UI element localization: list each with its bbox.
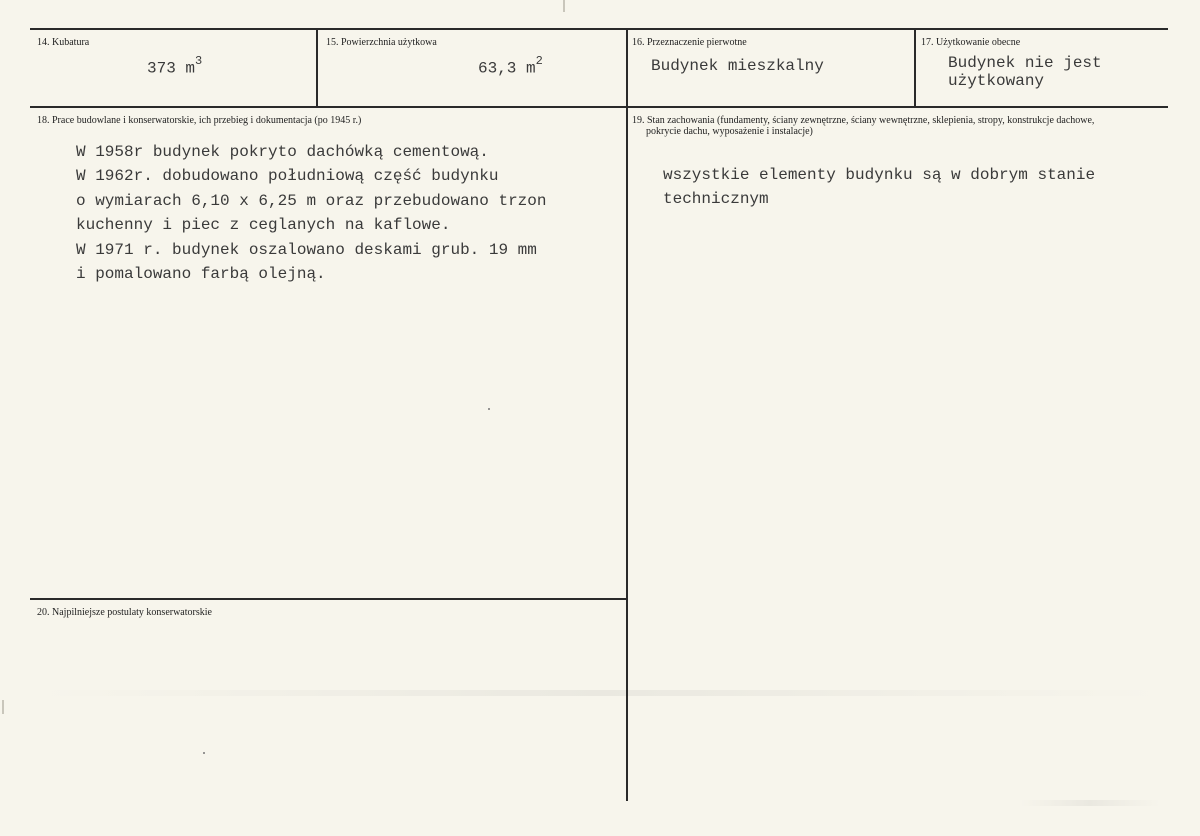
field-17-label: 17. Użytkowanie obecne <box>921 37 1021 48</box>
field-18-label: 18. Prace budowlane i konserwatorskie, ich przebieg i dokumentacja (po 1945 r.) <box>37 115 362 126</box>
field-18-text <box>76 140 546 286</box>
field-14-unit-exponent: 3 <box>195 54 203 68</box>
field-16-value: Budynek mieszkalny <box>651 57 824 75</box>
grid-row1-bottom-line <box>30 106 1168 108</box>
field-18-line: i pomalowano farbą olejną. <box>76 265 326 284</box>
field-19-label-line: pokrycie dachu, wyposażenie i instalacje) <box>646 126 813 137</box>
field-14-value-text: 373 m <box>147 59 196 78</box>
field-19-text <box>663 163 1095 211</box>
field-18-line: W 1971 r. budynek oszalowano deskami grub. 19 mm <box>76 240 537 259</box>
field-16-label: 16. Przeznaczenie pierwotne <box>632 37 747 48</box>
field-19-label-line: 19. Stan zachowania (fundamenty, ściany zewnętrzne, ściany wewnętrzne, sklepienia, stropy, konstrukcje dachowe, <box>632 115 1095 126</box>
show-through-line <box>40 690 1160 696</box>
show-through-line-2 <box>1020 800 1160 806</box>
field-18-line: W 1958r budynek pokryto dachówką cementową. <box>76 143 489 161</box>
grid-divider-16-17 <box>914 28 916 108</box>
paper-speck-2 <box>203 752 205 754</box>
field-18-line: W 1962r. dobudowano południową część budynku <box>76 167 499 186</box>
field-19-label <box>632 115 1094 137</box>
field-15-value <box>478 56 543 77</box>
grid-divider-14-15 <box>316 28 318 108</box>
field-15-unit-exponent: 2 <box>535 54 543 68</box>
field-15-label: 15. Powierzchnia użytkowa <box>326 37 437 48</box>
left-edge-mark <box>2 700 4 714</box>
field-15-value-text: 63,3 m <box>478 59 536 78</box>
field-20-label: 20. Najpilniejsze postulaty konserwatorskie <box>37 607 212 618</box>
field-18-line: kuchenny i piec z ceglanych na kaflowe. <box>76 216 451 235</box>
field-17-line: Budynek nie jest <box>948 54 1102 72</box>
field-14-value <box>147 56 202 77</box>
grid-top-line <box>30 28 1168 30</box>
top-edge-mark <box>563 0 565 12</box>
field-19-line: technicznym <box>663 190 769 208</box>
grid-field18-bottom-line <box>30 598 628 600</box>
paper-speck <box>488 408 490 410</box>
field-18-line: o wymiarach 6,10 x 6,25 m oraz przebudowano trzon <box>76 191 547 210</box>
field-17-value <box>948 54 1102 90</box>
field-19-line: wszystkie elementy budynku są w dobrym stanie <box>663 166 1096 184</box>
field-17-line: użytkowany <box>948 72 1045 90</box>
grid-center-divider <box>626 28 628 801</box>
field-14-label: 14. Kubatura <box>37 37 90 48</box>
